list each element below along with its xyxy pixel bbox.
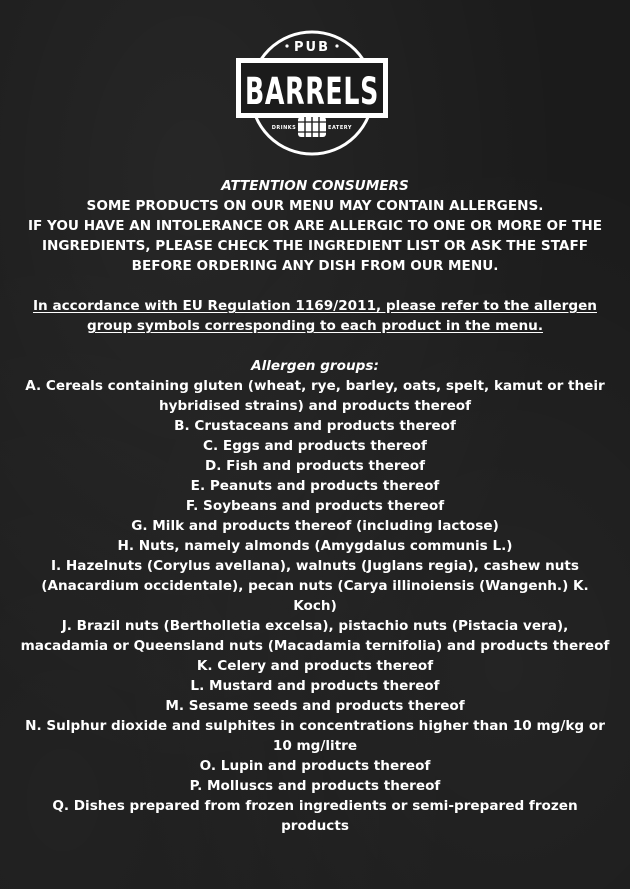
allergen-item-b: B. Crustaceans and products thereof — [174, 418, 456, 434]
allergen-item-m: M. Sesame seeds and products thereof — [165, 698, 465, 714]
regulation-text: In accordance with EU Regulation 1169/2011, please refer to the allergen group symbols corresponding to each product in the menu. — [32, 298, 597, 334]
allergen-item-h: H. Nuts, namely almonds (Amygdalus communis L.) — [117, 538, 513, 554]
allergen-groups-heading: Allergen groups: — [251, 358, 379, 374]
allergen-item-e: E. Peanuts and products thereof — [190, 478, 440, 494]
allergen-item-j: J. Brazil nuts (Bertholletia excelsa), pistachio nuts (Pistacia vera), macadamia or Queensland nuts (Macadamia ternifolia) and products thereof — [20, 618, 610, 654]
logo-right-text: EATERY — [328, 125, 352, 131]
notice-line-2: IF YOU HAVE AN INTOLERANCE OR ARE ALLERGIC TO ONE OR MORE OF THE INGREDIENTS, PLEASE CHECK THE INGREDIENT LIST OR ASK THE STAFF BEFORE ORDERING ANY DISH FROM OUR MENU. — [27, 218, 603, 274]
allergen-item-n: N. Sulphur dioxide and sulphites in concentrations higher than 10 mg/kg or 10 mg/litre — [25, 718, 605, 754]
allergen-list — [20, 376, 610, 836]
allergen-text-block — [20, 176, 610, 836]
logo-brand-text: BARRELS — [245, 70, 379, 113]
allergen-item-g: G. Milk and products thereof (including lactose) — [131, 518, 499, 534]
allergen-item-p: P. Molluscs and products thereof — [189, 778, 441, 794]
notice-line-1: SOME PRODUCTS ON OUR MENU MAY CONTAIN ALLERGENS. — [86, 198, 544, 214]
barrel-icon — [298, 117, 326, 137]
allergen-item-q: Q. Dishes prepared from frozen ingredients or semi-prepared frozen products — [52, 798, 578, 834]
pub-barrels-logo — [232, 30, 392, 158]
allergen-item-l: L. Mustard and products thereof — [190, 678, 440, 694]
attention-heading: ATTENTION CONSUMERS — [221, 178, 409, 194]
allergen-item-d: D. Fish and products thereof — [204, 458, 426, 474]
allergen-item-i: I. Hazelnuts (Corylus avellana), walnuts (Juglans regia), cashew nuts (Anacardium occidentale), pecan nuts (Carya illinoiensis (Wangenh.) K. Koch) — [41, 558, 589, 614]
logo-dot-right — [335, 44, 338, 47]
allergen-item-a: A. Cereals containing gluten (wheat, rye, barley, oats, spelt, kamut or their hybridised strains) and products thereof — [25, 378, 605, 414]
allergen-item-c: C. Eggs and products thereof — [203, 438, 427, 454]
allergen-item-o: O. Lupin and products thereof — [199, 758, 431, 774]
allergen-item-k: K. Celery and products thereof — [196, 658, 434, 674]
logo-left-text: DRINKS — [271, 125, 297, 131]
logo-dot-left — [285, 44, 288, 47]
allergen-item-f: F. Soybeans and products thereof — [185, 498, 445, 514]
logo-top-text: PUB — [294, 40, 330, 55]
